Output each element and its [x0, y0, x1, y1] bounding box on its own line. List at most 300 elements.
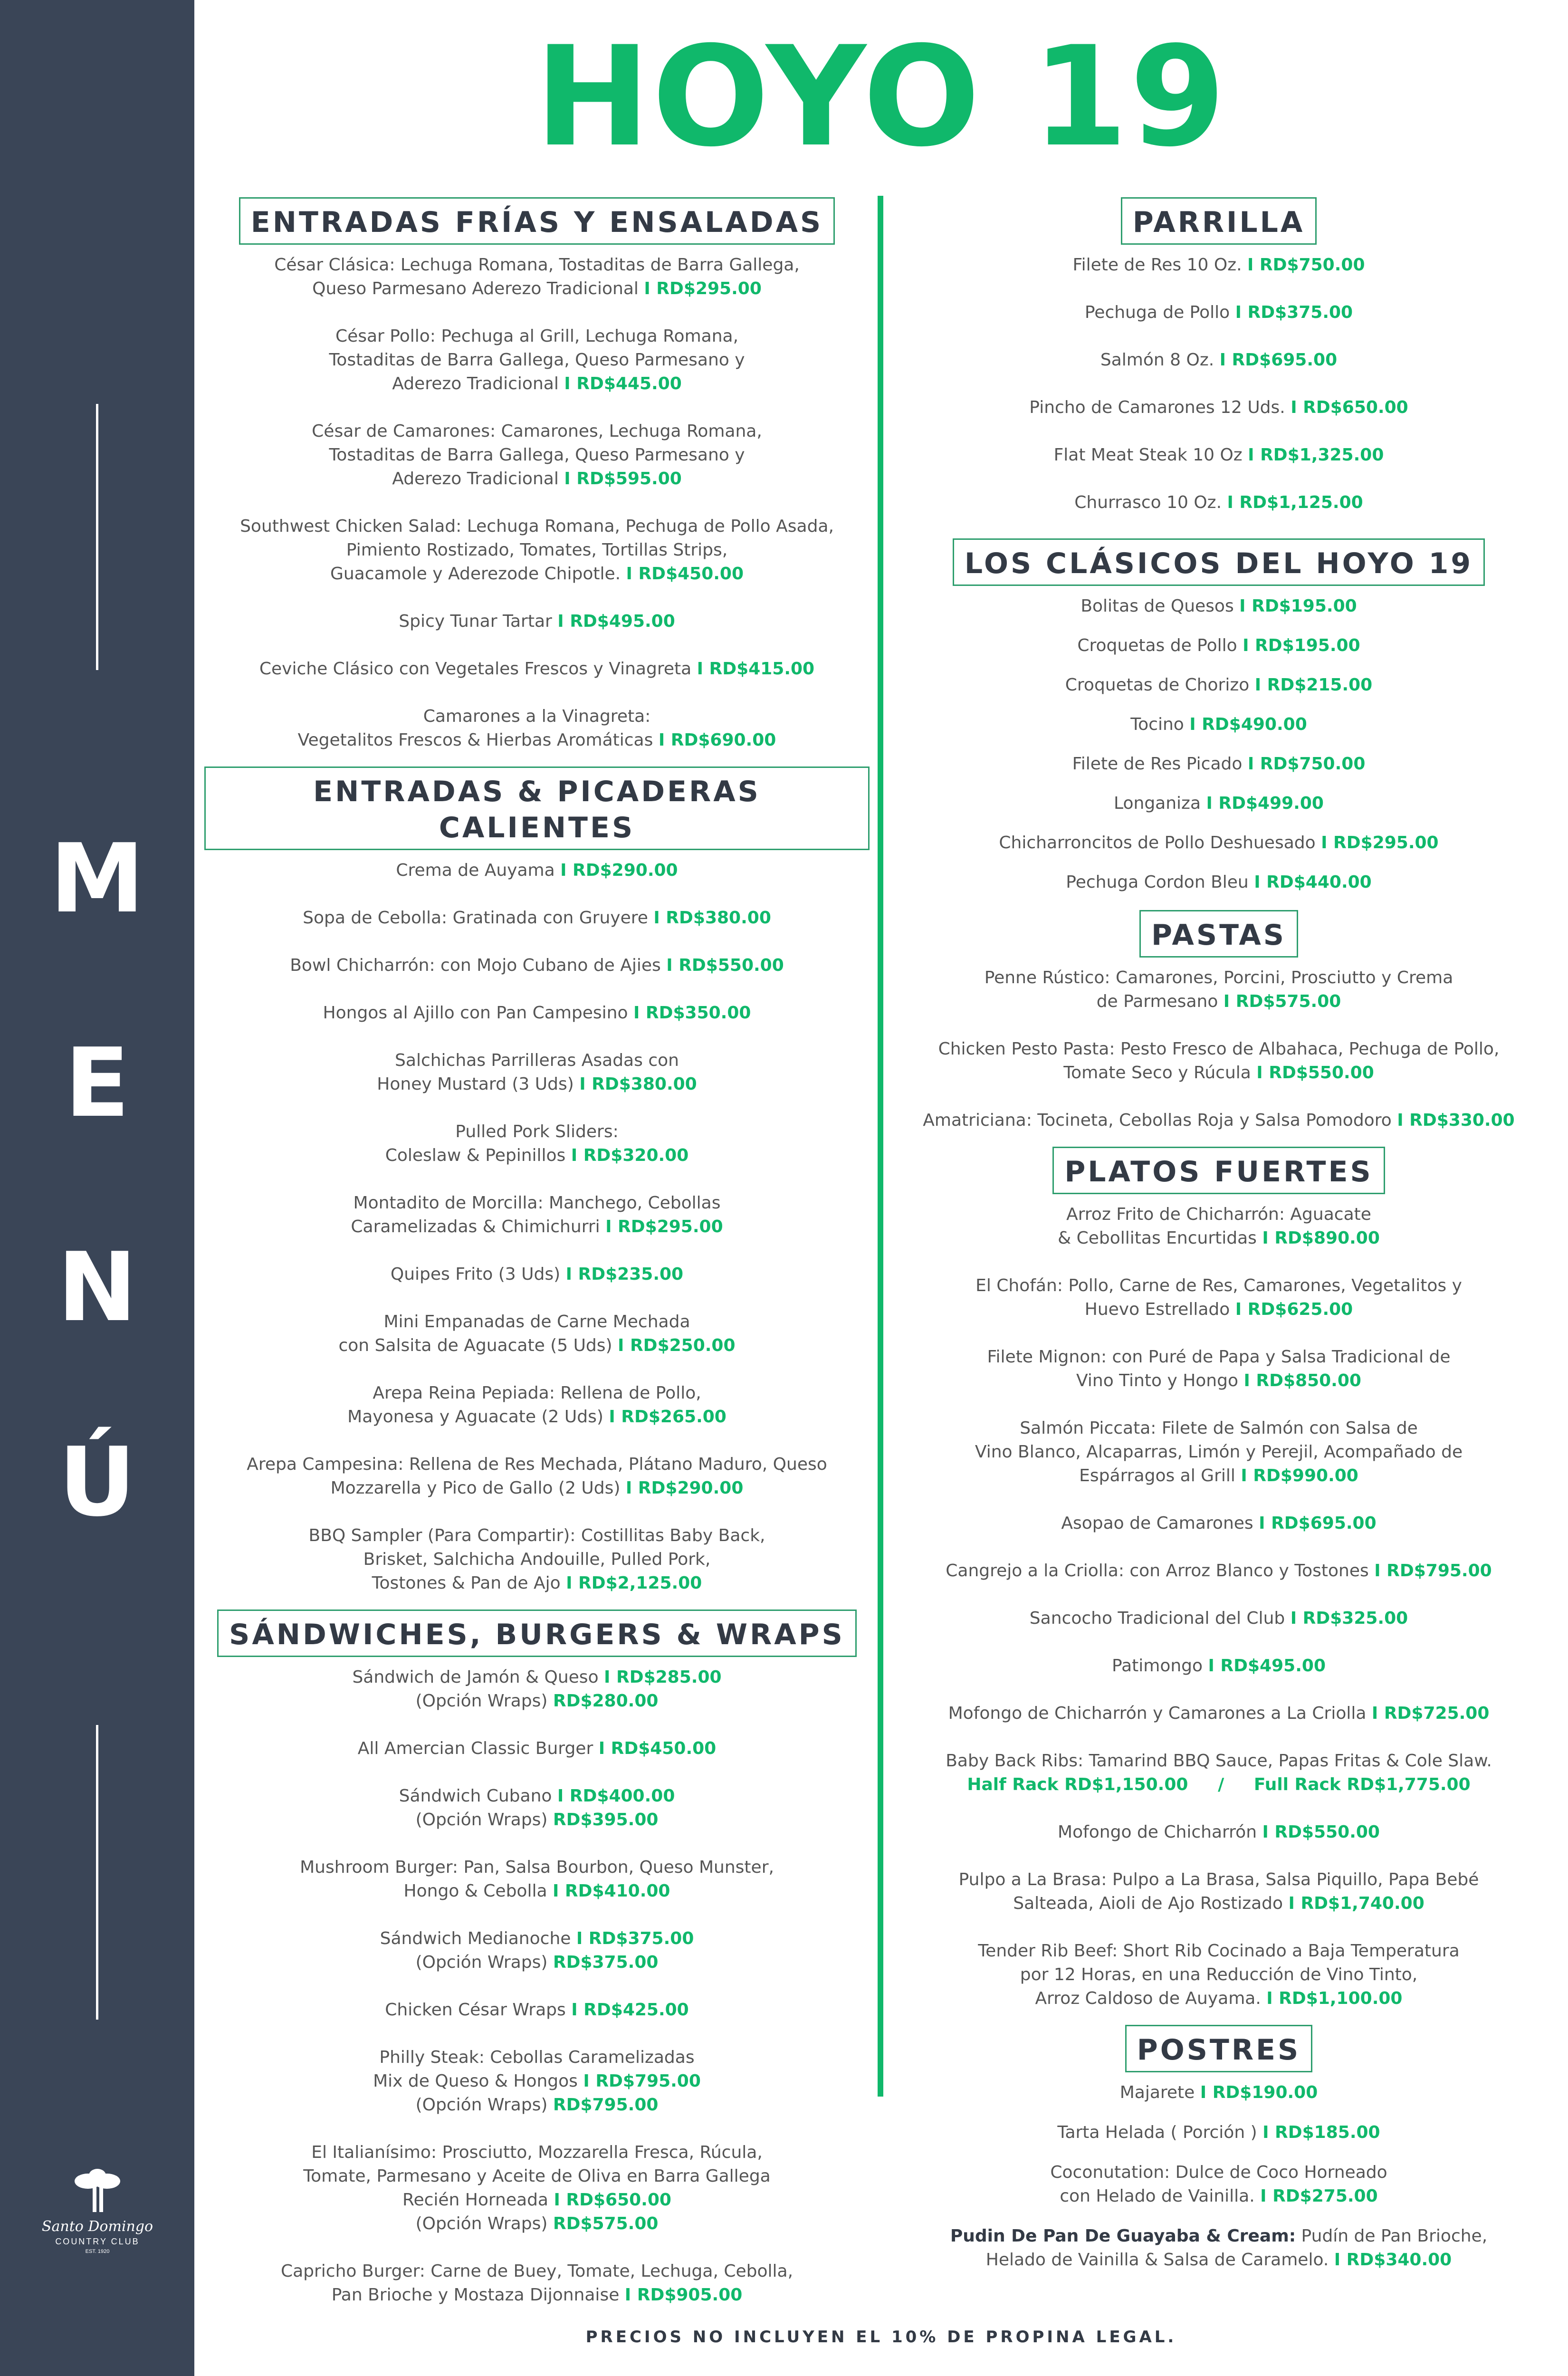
menu-item-line: [893, 348, 1544, 372]
menu-item-text: Arepa Reina Pepiada: Rellena de Pollo,: [373, 1383, 701, 1403]
wrap-option-line: [204, 1951, 870, 1974]
menu-item: [204, 1310, 870, 1358]
menu-item-price: I RD$499.00: [1206, 794, 1324, 813]
menu-item-text: Sopa de Cebolla: Gratinada con Gruyere: [303, 908, 648, 928]
menu-item-line: [893, 443, 1544, 467]
menu-item-text: Aderezo Tradicional: [392, 374, 559, 393]
menu-item-text: Hongo & Cebolla: [403, 1881, 547, 1901]
menu-item-line: [204, 906, 870, 930]
menu-item: [204, 325, 870, 396]
section-heading-label: LOS CLÁSICOS DEL HOYO 19: [953, 538, 1485, 586]
menu-item: [893, 1512, 1544, 1535]
menu-item-price: I RD$400.00: [557, 1786, 675, 1806]
menu-item-text: Chicharroncitos de Pollo Deshuesado: [999, 833, 1316, 853]
menu-item-price: I RD$380.00: [653, 908, 771, 928]
rack-prices: Half Rack RD$1,150.00 / Full Rack RD$1,775.00: [967, 1775, 1471, 1794]
wrap-option-label: (Opción Wraps): [415, 1810, 548, 1830]
menu-item-price: I RD$650.00: [1291, 398, 1408, 417]
menu-item: [893, 1203, 1544, 1250]
menu-item-price: I RD$490.00: [1189, 715, 1307, 734]
menu-item-line: [893, 491, 1544, 515]
menu-item-text: con Helado de Vainilla.: [1060, 2186, 1255, 2206]
menu-item-line: [204, 467, 870, 491]
section-heading: [204, 766, 870, 850]
menu-item-text: Tocino: [1130, 715, 1184, 734]
section-heading: [893, 538, 1544, 586]
menu-item-text: Majarete: [1119, 2083, 1195, 2102]
menu-item-text: Longaniza: [1114, 794, 1201, 813]
menu-item: [204, 1120, 870, 1168]
menu-item-text: Filete de Res Picado: [1072, 754, 1243, 774]
menu-item-price: I RD$330.00: [1397, 1111, 1515, 1130]
wrap-option-price: RD$375.00: [553, 1953, 659, 1972]
menu-item-line: [204, 2260, 870, 2283]
menu-item-line: [204, 1334, 870, 1358]
menu-item-text: Churrasco 10 Oz.: [1074, 493, 1222, 512]
menu-item-text: Coconutation: Dulce de Coco Horneado: [1050, 2163, 1387, 2182]
menu-item-line: [204, 1476, 870, 1500]
menu-item: [204, 420, 870, 491]
menu-item-line: [204, 1666, 870, 1689]
menu-item-line: [893, 1274, 1544, 1298]
menu-item: [204, 1049, 870, 1096]
section-heading-label: PARRILLA: [1121, 197, 1317, 245]
menu-item-line: [204, 2188, 870, 2212]
menu-item-text: Pimiento Rostizado, Tomates, Tortillas Strips,: [346, 540, 728, 560]
menu-item-text: Amatriciana: Tocineta, Cebollas Roja y Salsa Pomodoro: [923, 1111, 1392, 1130]
wrap-option-price: RD$280.00: [553, 1691, 659, 1711]
menu-item-text: Mini Empanadas de Carne Mechada: [383, 1312, 690, 1332]
menu-item-text: César de Camarones: Camarones, Lechuga Romana,: [312, 422, 762, 441]
menu-item-line: [204, 1120, 870, 1144]
menu-item: [893, 634, 1544, 658]
menu-item: [893, 966, 1544, 1014]
menu-item-line: [204, 1784, 870, 1808]
menu-item-line: [893, 1939, 1544, 1963]
menu-item: [893, 2121, 1544, 2145]
section-heading: [893, 1147, 1544, 1194]
menu-item-line: [204, 1737, 870, 1761]
menu-item: [893, 1559, 1544, 1583]
menu-item: [204, 1453, 870, 1500]
menu-item-price: I RD$425.00: [571, 2000, 689, 2020]
menu-item-line: [204, 1001, 870, 1025]
menu-item-line: [204, 1856, 870, 1879]
section-heading: [893, 2025, 1544, 2072]
logo-club: COUNTRY CLUB: [55, 2237, 140, 2246]
menu-item: [893, 1037, 1544, 1085]
menu-item-line: [204, 954, 870, 977]
menu-item-price: I RD$850.00: [1243, 1371, 1361, 1390]
menu-item-line: [893, 2081, 1544, 2105]
menu-item-price: I RD$725.00: [1371, 1704, 1490, 1723]
menu-item-text: Camarones a la Vinagreta:: [423, 707, 651, 726]
menu-item-line: [204, 859, 870, 882]
menu-item: [204, 2141, 870, 2236]
menu-item-line: [204, 420, 870, 443]
menu-item-price: I RD$295.00: [1321, 833, 1439, 853]
menu-letter-u: Ú: [58, 1427, 136, 1538]
menu-item-text: Quipes Frito (3 Uds): [390, 1265, 561, 1284]
menu-item-text: Filete de Res 10 Oz.: [1072, 255, 1242, 275]
menu-item-text: Hongos al Ajillo con Pan Campesino: [323, 1003, 628, 1023]
menu-item: [204, 253, 870, 301]
wrap-option-price: RD$795.00: [553, 2095, 659, 2115]
menu-item-line: [893, 831, 1544, 855]
menu-item-price: I RD$690.00: [658, 730, 776, 750]
menu-item-price: I RD$550.00: [666, 956, 784, 975]
menu-item: [893, 871, 1544, 894]
section-heading-label: ENTRADAS FRÍAS Y ENSALADAS: [239, 197, 835, 245]
menu-item-text: Espárragos al Grill: [1079, 1466, 1235, 1485]
menu-item-price: I RD$285.00: [604, 1667, 722, 1687]
menu-item-text: Sándwich Medianoche: [380, 1929, 571, 1948]
menu-item-line: [893, 1298, 1544, 1322]
menu-item-text: All Amercian Classic Burger: [357, 1739, 593, 1758]
menu-item-text: Vino Blanco, Alcaparras, Limón y Perejil, Acompañado de: [975, 1442, 1463, 1462]
menu-section-los-clasicos-del-hoyo-19: [893, 538, 1544, 894]
menu-item: [204, 515, 870, 586]
menu-letter-n: N: [57, 1232, 137, 1343]
menu-item-line: [204, 1144, 870, 1168]
menu-item-line: [893, 1061, 1544, 1085]
wrap-option-label: (Opción Wraps): [415, 1691, 548, 1711]
menu-item-line: [204, 1524, 870, 1548]
wrap-option-line: [204, 1808, 870, 1832]
right-column: [893, 197, 1544, 2288]
menu-item-line: [893, 1345, 1544, 1369]
footer-note: PRECIOS NO INCLUYEN EL 10% DE PROPINA LEGAL.: [585, 2328, 1177, 2347]
palm-tree-icon: [69, 2167, 126, 2214]
menu-item-price: I RD$195.00: [1239, 596, 1357, 616]
menu-section-sandwiches-burgers-wraps: [204, 1610, 870, 2307]
menu-item-line: [893, 1226, 1544, 1250]
menu-item-line: [893, 634, 1544, 658]
menu-item-text: por 12 Horas, en una Reducción de Vino Tinto,: [1020, 1965, 1418, 1984]
menu-item-price: I RD$450.00: [626, 564, 744, 584]
logo-est: EST. 1920: [85, 2249, 110, 2254]
menu-item-text: Caramelizadas & Chimichurri: [351, 1217, 600, 1236]
menu-item-line: [893, 2121, 1544, 2145]
menu-item-line: [204, 1381, 870, 1405]
menu-item-line: [204, 2069, 870, 2093]
menu-item-line: [204, 2283, 870, 2307]
wrap-option-line: [204, 2093, 870, 2117]
menu-item-text: Vino Tinto y Hongo: [1076, 1371, 1238, 1390]
menu-item-text: Southwest Chicken Salad: Lechuga Romana, Pechuga de Pollo Asada,: [240, 517, 834, 536]
club-logo: [26, 2167, 169, 2257]
menu-item: [893, 1702, 1544, 1725]
menu-item-text: Honey Mustard (3 Uds): [377, 1074, 574, 1094]
menu-item-line: [204, 562, 870, 586]
menu-item: [204, 1263, 870, 1286]
menu-item: [204, 2260, 870, 2307]
menu-item-price: I RD$625.00: [1235, 1300, 1353, 1319]
menu-item-line: [893, 2161, 1544, 2184]
menu-item-text: Crema de Auyama: [396, 861, 555, 880]
menu-item-price: I RD$250.00: [618, 1336, 736, 1355]
menu-item-line: [204, 1263, 870, 1286]
menu-item-price: I RD$295.00: [644, 279, 762, 298]
menu-item-line: [204, 657, 870, 681]
menu-item-price: I RD$750.00: [1247, 754, 1366, 774]
menu-item-line: [893, 990, 1544, 1014]
menu-item: [204, 954, 870, 977]
section-heading-label: PLATOS FUERTES: [1052, 1147, 1385, 1194]
menu-item-line: [204, 348, 870, 372]
menu-item: [204, 906, 870, 930]
menu-item-price: I RD$380.00: [579, 1074, 697, 1094]
menu-item-text: Mushroom Burger: Pan, Salsa Bourbon, Queso Munster,: [300, 1858, 774, 1877]
sidebar: [0, 0, 194, 2376]
menu-item-line: [893, 2224, 1544, 2248]
menu-item: [893, 301, 1544, 325]
menu-item-text: Tostaditas de Barra Gallega, Queso Parmesano y: [329, 445, 745, 465]
menu-item-price: I RD$290.00: [625, 1478, 744, 1498]
menu-item-line: [893, 1037, 1544, 1061]
menu-item-text: Chicken Pesto Pasta: Pesto Fresco de Albahaca, Pechuga de Pollo,: [938, 1039, 1500, 1059]
menu-item-text: Brisket, Salchicha Andouille, Pulled Pork,: [363, 1550, 711, 1569]
menu-item-price: I RD$795.00: [583, 2071, 701, 2091]
menu-item-price: I RD$275.00: [1260, 2186, 1378, 2206]
menu-item-line: [893, 1868, 1544, 1892]
menu-item: [893, 396, 1544, 420]
column-divider: [878, 196, 883, 2097]
menu-item-line: [204, 1927, 870, 1951]
menu-item-text: Spicy Tunar Tartar: [399, 612, 552, 631]
menu-item-text: Bowl Chicharrón: con Mojo Cubano de Ajies: [290, 956, 661, 975]
menu-item-line: [204, 1049, 870, 1073]
wrap-option-line: [204, 1689, 870, 1713]
menu-item-line: [204, 538, 870, 562]
menu-item-line: [893, 2184, 1544, 2208]
menu-item-line: [204, 1405, 870, 1429]
menu-item-line: [893, 1369, 1544, 1393]
menu-item-price: I RD$185.00: [1262, 2123, 1380, 2142]
menu-section-parrilla: [893, 197, 1544, 515]
menu-item-price: I RD$445.00: [564, 374, 682, 393]
menu-item-price: I RD$550.00: [1256, 1063, 1374, 1083]
menu-item-line: [204, 1453, 870, 1476]
menu-item-price: I RD$1,740.00: [1288, 1894, 1425, 1913]
menu-item-line: [204, 1191, 870, 1215]
menu-item: [204, 657, 870, 681]
menu-item-line: [204, 1879, 870, 1903]
menu-letter-e: E: [65, 1028, 130, 1139]
menu-item: [204, 1856, 870, 1903]
menu-item-text: Mayonesa y Aguacate (2 Uds): [347, 1407, 603, 1427]
menu-item-price: I RD$320.00: [571, 1146, 689, 1165]
menu-item-price: I RD$340.00: [1334, 2250, 1452, 2270]
menu-item-line: [893, 594, 1544, 618]
menu-item: [893, 1820, 1544, 1844]
menu-item-text: El Italianísimo: Prosciutto, Mozzarella Fresca, Rúcula,: [311, 2143, 763, 2162]
menu-item-text: Arroz Frito de Chicharrón: Aguacate: [1066, 1205, 1371, 1224]
menu-section-pastas: [893, 910, 1544, 1132]
menu-item-text: Vegetalitos Frescos & Hierbas Aromáticas: [297, 730, 653, 750]
menu-item-line: [204, 1310, 870, 1334]
wrap-option-line: [204, 2212, 870, 2236]
menu-item: [893, 491, 1544, 515]
menu-item-line: [893, 396, 1544, 420]
menu-item-price: I RD$795.00: [1374, 1561, 1492, 1581]
sidebar-divider-top: [96, 404, 98, 670]
menu-item-price: I RD$2,125.00: [566, 1573, 702, 1593]
menu-item: [893, 1607, 1544, 1630]
section-heading-label: POSTRES: [1125, 2025, 1313, 2072]
menu-item-price: I RD$595.00: [564, 469, 682, 489]
menu-item-text: Bolitas de Quesos: [1080, 596, 1234, 616]
menu-item-text: Chicken César Wraps: [385, 2000, 566, 2020]
menu-item-text: Mozzarella y Pico de Gallo (2 Uds): [330, 1478, 621, 1498]
menu-item-text: Recién Horneada: [402, 2190, 548, 2210]
sidebar-divider-bottom: [96, 1725, 98, 2020]
menu-item-text: Salmón Piccata: Filete de Salmón con Salsa de: [1020, 1418, 1418, 1438]
menu-item: [204, 1784, 870, 1832]
menu-item-line: [893, 1512, 1544, 1535]
menu-item-price: I RD$215.00: [1254, 675, 1373, 695]
menu-item-text: Queso Parmesano Aderezo Tradicional: [312, 279, 639, 298]
section-heading: [204, 197, 870, 245]
menu-item-price: I RD$295.00: [605, 1217, 723, 1236]
menu-item: [893, 1274, 1544, 1322]
menu-item-line: [893, 1440, 1544, 1464]
menu-item-text: Croquetas de Pollo: [1077, 636, 1237, 655]
left-column: [204, 197, 870, 2321]
menu-item: [204, 1381, 870, 1429]
menu-item: [893, 1417, 1544, 1488]
menu-item-text: de Parmesano: [1096, 992, 1218, 1011]
menu-item-text: Pudin De Pan De Guayaba & Cream: Pudín de Pan Brioche,: [950, 2226, 1488, 2246]
menu-item-text: & Cebollitas Encurtidas: [1058, 1228, 1257, 1248]
menu-item: [893, 752, 1544, 776]
menu-item-line: [893, 2248, 1544, 2272]
menu-item-line: [893, 966, 1544, 990]
menu-item-line: [893, 1702, 1544, 1725]
menu-item-price: I RD$990.00: [1241, 1466, 1358, 1485]
menu-item-price: I RD$375.00: [1235, 303, 1353, 322]
menu-item-text: Mofongo de Chicharrón y Camarones a La Criolla: [948, 1704, 1367, 1723]
menu-item-line: [204, 372, 870, 396]
menu-item-text: Cangrejo a la Criolla: con Arroz Blanco y Tostones: [946, 1561, 1369, 1581]
menu-item-text: Guacamole y Aderezode Chipotle.: [330, 564, 621, 584]
menu-item: [893, 443, 1544, 467]
menu-item-price: I RD$440.00: [1254, 872, 1372, 892]
menu-item-text: El Chofán: Pollo, Carne de Res, Camarones, Vegetalitos y: [975, 1276, 1462, 1295]
menu-item-text: Patimongo: [1111, 1656, 1203, 1676]
menu-item-price: I RD$890.00: [1262, 1228, 1380, 1248]
menu-item-price: I RD$1,125.00: [1227, 493, 1363, 512]
menu-item-text: con Salsita de Aguacate (5 Uds): [338, 1336, 612, 1355]
menu-item-text: Baby Back Ribs: Tamarind BBQ Sauce, Papas Fritas & Cole Slaw.: [946, 1751, 1492, 1771]
menu-item-text: Sancocho Tradicional del Club: [1029, 1609, 1285, 1628]
section-heading-label: ENTRADAS & PICADERAS CALIENTES: [204, 766, 870, 850]
menu-item-bold-lead: Pudin De Pan De Guayaba & Cream:: [950, 2226, 1296, 2246]
menu-item-text: Aderezo Tradicional: [392, 469, 559, 489]
menu-item-price: I RD$415.00: [697, 659, 815, 679]
menu-item-price: I RD$650.00: [554, 2190, 671, 2210]
menu-item-text: Tomate Seco y Rúcula: [1063, 1063, 1251, 1083]
menu-item-price: I RD$195.00: [1243, 636, 1360, 655]
menu-item-text: Pulled Pork Sliders:: [455, 1122, 619, 1141]
menu-item-price: I RD$265.00: [609, 1407, 727, 1427]
wrap-option-label: (Opción Wraps): [415, 2214, 548, 2233]
menu-section-entradas-picaderas-calientes: [204, 766, 870, 1595]
menu-item: [893, 1345, 1544, 1393]
menu-item-price: I RD$235.00: [565, 1265, 684, 1284]
menu-item-line: [893, 673, 1544, 697]
menu-item-price: I RD$695.00: [1219, 350, 1338, 370]
menu-item-text: Huevo Estrellado: [1084, 1300, 1230, 1319]
menu-item-price: I RD$695.00: [1259, 1514, 1377, 1533]
section-heading: [893, 197, 1544, 245]
menu-item-text: Filete Mignon: con Puré de Papa y Salsa Tradicional de: [987, 1347, 1451, 1367]
menu-item-line: [204, 2165, 870, 2188]
menu-item-text: Sándwich Cubano: [399, 1786, 552, 1806]
menu-item-text: César Pollo: Pechuga al Grill, Lechuga Romana,: [335, 326, 739, 346]
wrap-option-price: RD$575.00: [553, 2214, 659, 2233]
menu-item-text: Penne Rústico: Camarones, Porcini, Prosciutto y Crema: [984, 968, 1453, 987]
section-heading-label: PASTAS: [1139, 910, 1298, 958]
section-heading: [893, 910, 1544, 958]
menu-item-line: [893, 792, 1544, 815]
menu-item-line: [893, 1559, 1544, 1583]
section-heading-label: SÁNDWICHES, BURGERS & WRAPS: [217, 1610, 857, 1657]
section-heading: [204, 1610, 870, 1657]
logo-script: Santo Domingo: [41, 2218, 153, 2235]
menu-item-line: [204, 705, 870, 728]
menu-item: [204, 2046, 870, 2117]
menu-item-text: Flat Meat Steak 10 Oz: [1053, 445, 1243, 465]
menu-item-text: Croquetas de Chorizo: [1065, 675, 1250, 695]
menu-item-line: [204, 1571, 870, 1595]
menu-item: [893, 594, 1544, 618]
menu-item-line: [204, 1548, 870, 1571]
menu-item: [204, 610, 870, 633]
menu-item-price: I RD$1,325.00: [1248, 445, 1384, 465]
menu-item-price: I RD$575.00: [1223, 992, 1341, 1011]
menu-item-price: I RD$350.00: [633, 1003, 751, 1023]
menu-item: [204, 1666, 870, 1713]
menu-item-price: I RD$410.00: [552, 1881, 670, 1901]
menu-item-price: I RD$495.00: [1208, 1656, 1326, 1676]
menu-item-line: [204, 728, 870, 752]
menu-item: [893, 348, 1544, 372]
menu-item: [204, 1001, 870, 1025]
menu-item: [893, 673, 1544, 697]
menu-item-text: Ceviche Clásico con Vegetales Frescos y Vinagreta: [259, 659, 692, 679]
menu-item-text: Arepa Campesina: Rellena de Res Mechada, Plátano Maduro, Queso: [247, 1455, 827, 1474]
menu-item-line: [893, 253, 1544, 277]
menu-item-text: Helado de Vainilla & Salsa de Caramelo.: [985, 2250, 1329, 2270]
menu-item-line: [893, 1963, 1544, 1987]
menu-item-price: I RD$1,100.00: [1266, 1989, 1403, 2008]
menu-item-line: [204, 2141, 870, 2165]
menu-item-text: Pechuga Cordon Bleu: [1066, 872, 1249, 892]
menu-item-text: Pulpo a La Brasa: Pulpo a La Brasa, Salsa Piquillo, Papa Bebé: [958, 1870, 1479, 1889]
menu-item-line: [204, 1215, 870, 1239]
menu-item: [893, 1939, 1544, 2011]
menu-section-entradas-frias-y-ensaladas: [204, 197, 870, 752]
menu-item-price: I RD$905.00: [624, 2285, 743, 2305]
menu-item: [893, 2081, 1544, 2105]
menu-item-line: [204, 1073, 870, 1096]
menu-item-line: [204, 610, 870, 633]
menu-item-line: [204, 515, 870, 538]
menu-letter-m: M: [49, 824, 145, 934]
menu-item-line: [893, 1607, 1544, 1630]
menu-item: [893, 1654, 1544, 1678]
